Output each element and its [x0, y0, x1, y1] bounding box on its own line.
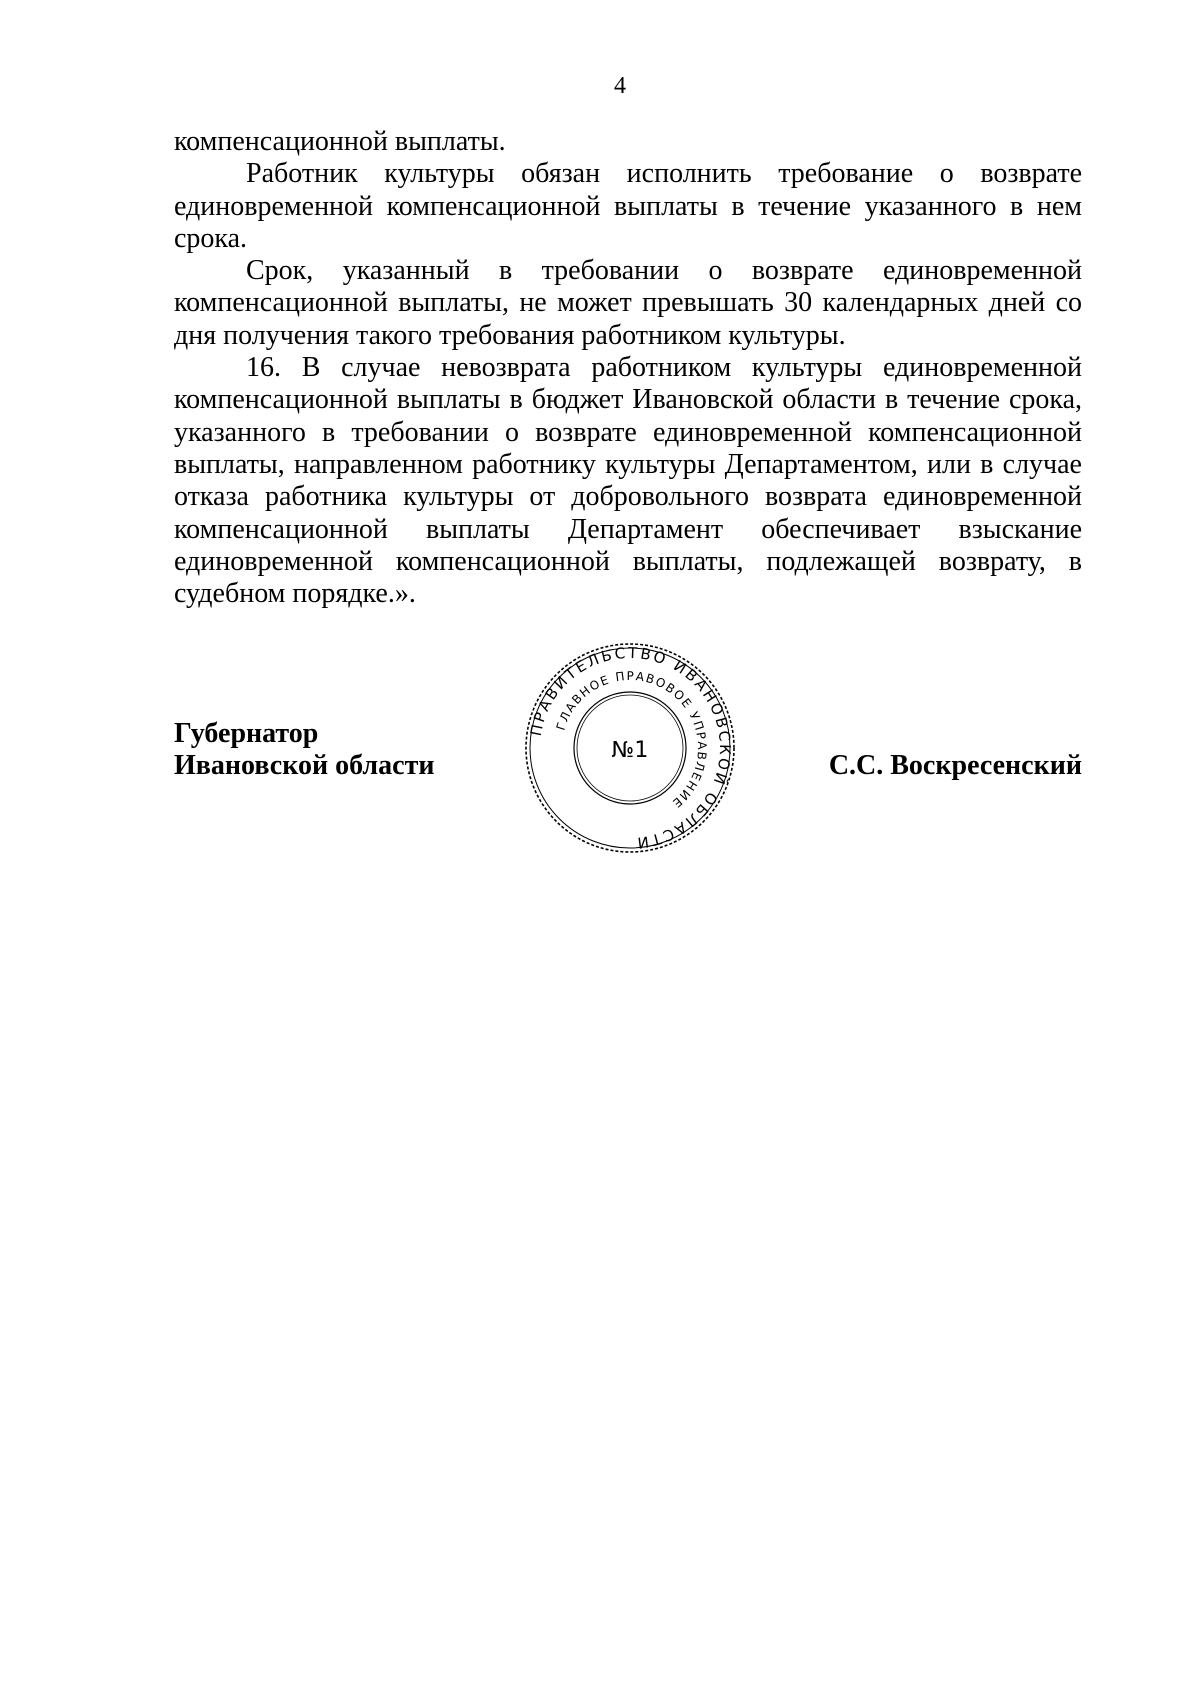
signatory-title-line1: Губернатор — [174, 718, 319, 749]
document-body — [174, 126, 1082, 610]
official-seal — [522, 640, 738, 856]
paragraph-deadline: Срок, указанный в требовании о возврате единовременной компенсационной выплаты, не может превышать 30 календарных дней со дня получения такого требования работником культуры. — [174, 255, 1082, 351]
signatory-title — [174, 718, 434, 782]
seal-inner-text: ГЛАВНОЕ ПРАВОВОЕ УПРАВЛЕНИЕ — [553, 668, 710, 812]
signatory-name: С.С. Воскресенский — [828, 750, 1082, 781]
seal-graphic — [522, 640, 738, 856]
seal-outer-text: ПРАВИТЕЛЬСТВО ИВАНОВСКОЙ ОБЛАСТИ — [526, 643, 735, 853]
page-number: 4 — [614, 73, 626, 99]
paragraph-obligation: Работник культуры обязан исполнить требование о возврате единовременной компенсационной выплаты в течение указанного в нем срока. — [174, 158, 1082, 254]
signatory-title-line2: Ивановской области — [174, 750, 435, 781]
seal-number: №1 — [611, 738, 649, 763]
paragraph-item-16: 16. В случае невозврата работником культуры единовременной компенсационной выплаты в бюджет Ивановской области в течение срока, указанного в требовании о возврате единовременной компенсационной выплаты, направленном работнику культуры Департаментом, или в случае отказа работника культуры от добровольного возврата единовременной компенсационной выплаты Департамент обеспечивает взыскание единовременной компенсационной выплаты, подлежащей возврату, в судебном порядке.». — [174, 352, 1082, 610]
paragraph-continuation: компенсационной выплаты. — [174, 126, 506, 157]
